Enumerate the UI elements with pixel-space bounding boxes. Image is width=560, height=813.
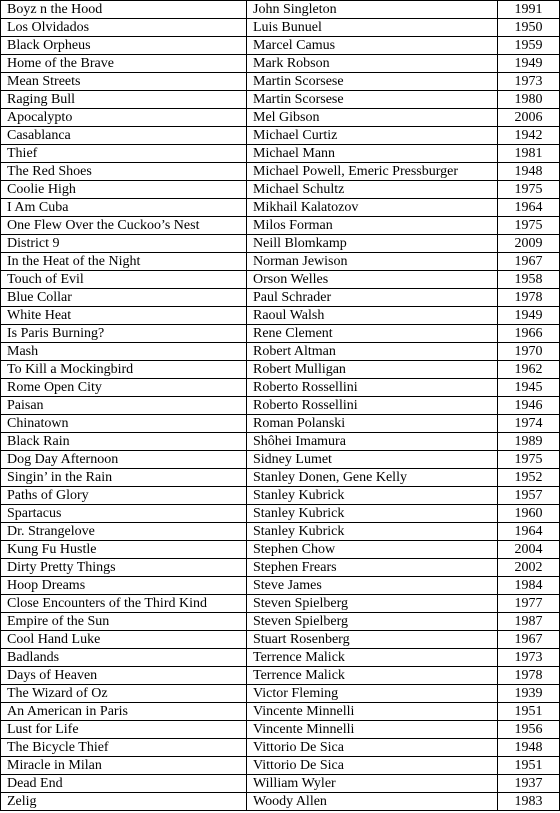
- table-row: [1, 73, 560, 91]
- table-row: [1, 793, 560, 811]
- table-row: [1, 685, 560, 703]
- film-title-cell: Touch of Evil: [1, 271, 247, 289]
- director-cell: Steven Spielberg: [247, 595, 498, 613]
- film-title-cell: Lust for Life: [1, 721, 247, 739]
- table-row: [1, 739, 560, 757]
- film-title-cell: Is Paris Burning?: [1, 325, 247, 343]
- table-row: [1, 595, 560, 613]
- director-cell: Martin Scorsese: [247, 91, 498, 109]
- film-title-cell: Mash: [1, 343, 247, 361]
- year-cell: 1991: [498, 1, 560, 19]
- film-title-cell: I Am Cuba: [1, 199, 247, 217]
- director-cell: William Wyler: [247, 775, 498, 793]
- table-row: [1, 487, 560, 505]
- year-cell: 2002: [498, 559, 560, 577]
- director-cell: Michael Curtiz: [247, 127, 498, 145]
- director-cell: Michael Schultz: [247, 181, 498, 199]
- year-cell: 1981: [498, 145, 560, 163]
- film-title-cell: Casablanca: [1, 127, 247, 145]
- film-title-cell: The Wizard of Oz: [1, 685, 247, 703]
- film-title-cell: Mean Streets: [1, 73, 247, 91]
- director-cell: Vittorio De Sica: [247, 739, 498, 757]
- director-cell: Roberto Rossellini: [247, 397, 498, 415]
- year-cell: 1980: [498, 91, 560, 109]
- film-title-cell: Dead End: [1, 775, 247, 793]
- film-title-cell: Badlands: [1, 649, 247, 667]
- director-cell: Steve James: [247, 577, 498, 595]
- year-cell: 1949: [498, 55, 560, 73]
- year-cell: 1967: [498, 631, 560, 649]
- film-title-cell: Miracle in Milan: [1, 757, 247, 775]
- year-cell: 2006: [498, 109, 560, 127]
- director-cell: Roman Polanski: [247, 415, 498, 433]
- table-row: [1, 631, 560, 649]
- film-title-cell: Close Encounters of the Third Kind: [1, 595, 247, 613]
- year-cell: 1939: [498, 685, 560, 703]
- film-title-cell: Hoop Dreams: [1, 577, 247, 595]
- table-row: [1, 199, 560, 217]
- table-row: [1, 1, 560, 19]
- director-cell: Milos Forman: [247, 217, 498, 235]
- table-row: [1, 145, 560, 163]
- year-cell: 1942: [498, 127, 560, 145]
- year-cell: 1957: [498, 487, 560, 505]
- table-row: [1, 91, 560, 109]
- film-title-cell: The Bicycle Thief: [1, 739, 247, 757]
- director-cell: Mikhail Kalatozov: [247, 199, 498, 217]
- film-title-cell: In the Heat of the Night: [1, 253, 247, 271]
- film-title-cell: Boyz n the Hood: [1, 1, 247, 19]
- director-cell: Vittorio De Sica: [247, 757, 498, 775]
- table-row: [1, 289, 560, 307]
- table-row: [1, 703, 560, 721]
- film-title-cell: An American in Paris: [1, 703, 247, 721]
- year-cell: 1975: [498, 181, 560, 199]
- year-cell: 1951: [498, 757, 560, 775]
- director-cell: Stephen Frears: [247, 559, 498, 577]
- year-cell: 1973: [498, 649, 560, 667]
- year-cell: 1978: [498, 289, 560, 307]
- year-cell: 1984: [498, 577, 560, 595]
- year-cell: 2004: [498, 541, 560, 559]
- table-row: [1, 307, 560, 325]
- director-cell: Steven Spielberg: [247, 613, 498, 631]
- table-row: [1, 271, 560, 289]
- film-title-cell: Spartacus: [1, 505, 247, 523]
- table-row: [1, 37, 560, 55]
- table-row: [1, 55, 560, 73]
- film-title-cell: Kung Fu Hustle: [1, 541, 247, 559]
- table-row: [1, 379, 560, 397]
- table-row: [1, 343, 560, 361]
- director-cell: Woody Allen: [247, 793, 498, 811]
- film-title-cell: To Kill a Mockingbird: [1, 361, 247, 379]
- table-row: [1, 523, 560, 541]
- year-cell: 1948: [498, 739, 560, 757]
- table-row: [1, 415, 560, 433]
- director-cell: Roberto Rossellini: [247, 379, 498, 397]
- film-title-cell: Coolie High: [1, 181, 247, 199]
- director-cell: Luis Bunuel: [247, 19, 498, 37]
- film-title-cell: Raging Bull: [1, 91, 247, 109]
- table-row: [1, 559, 560, 577]
- films-table-body: [1, 1, 560, 811]
- year-cell: 1989: [498, 433, 560, 451]
- director-cell: Victor Fleming: [247, 685, 498, 703]
- director-cell: Orson Welles: [247, 271, 498, 289]
- director-cell: Neill Blomkamp: [247, 235, 498, 253]
- table-row: [1, 433, 560, 451]
- director-cell: Shôhei Imamura: [247, 433, 498, 451]
- table-row: [1, 325, 560, 343]
- film-title-cell: District 9: [1, 235, 247, 253]
- film-title-cell: Los Olvidados: [1, 19, 247, 37]
- film-title-cell: Zelig: [1, 793, 247, 811]
- film-title-cell: Blue Collar: [1, 289, 247, 307]
- film-title-cell: The Red Shoes: [1, 163, 247, 181]
- director-cell: Paul Schrader: [247, 289, 498, 307]
- table-row: [1, 163, 560, 181]
- director-cell: Terrence Malick: [247, 667, 498, 685]
- table-row: [1, 541, 560, 559]
- director-cell: Sidney Lumet: [247, 451, 498, 469]
- director-cell: Raoul Walsh: [247, 307, 498, 325]
- director-cell: Stanley Donen, Gene Kelly: [247, 469, 498, 487]
- year-cell: 1964: [498, 199, 560, 217]
- film-title-cell: Cool Hand Luke: [1, 631, 247, 649]
- film-title-cell: Singin’ in the Rain: [1, 469, 247, 487]
- director-cell: Stephen Chow: [247, 541, 498, 559]
- table-row: [1, 127, 560, 145]
- film-title-cell: Empire of the Sun: [1, 613, 247, 631]
- director-cell: Vincente Minnelli: [247, 721, 498, 739]
- table-row: [1, 19, 560, 37]
- year-cell: 1962: [498, 361, 560, 379]
- director-cell: John Singleton: [247, 1, 498, 19]
- table-row: [1, 397, 560, 415]
- year-cell: 1983: [498, 793, 560, 811]
- director-cell: Robert Altman: [247, 343, 498, 361]
- year-cell: 1956: [498, 721, 560, 739]
- year-cell: 1948: [498, 163, 560, 181]
- year-cell: 2009: [498, 235, 560, 253]
- director-cell: Rene Clement: [247, 325, 498, 343]
- film-title-cell: Dirty Pretty Things: [1, 559, 247, 577]
- table-row: [1, 235, 560, 253]
- table-row: [1, 577, 560, 595]
- table-row: [1, 361, 560, 379]
- director-cell: Mark Robson: [247, 55, 498, 73]
- film-title-cell: Days of Heaven: [1, 667, 247, 685]
- table-row: [1, 253, 560, 271]
- year-cell: 1946: [498, 397, 560, 415]
- film-title-cell: White Heat: [1, 307, 247, 325]
- year-cell: 1960: [498, 505, 560, 523]
- year-cell: 1945: [498, 379, 560, 397]
- year-cell: 1952: [498, 469, 560, 487]
- film-title-cell: Black Orpheus: [1, 37, 247, 55]
- year-cell: 1937: [498, 775, 560, 793]
- table-row: [1, 469, 560, 487]
- director-cell: Robert Mulligan: [247, 361, 498, 379]
- director-cell: Terrence Malick: [247, 649, 498, 667]
- director-cell: Marcel Camus: [247, 37, 498, 55]
- year-cell: 1987: [498, 613, 560, 631]
- director-cell: Stuart Rosenberg: [247, 631, 498, 649]
- year-cell: 1958: [498, 271, 560, 289]
- film-title-cell: Paisan: [1, 397, 247, 415]
- director-cell: Stanley Kubrick: [247, 523, 498, 541]
- year-cell: 1966: [498, 325, 560, 343]
- year-cell: 1977: [498, 595, 560, 613]
- table-row: [1, 667, 560, 685]
- film-title-cell: Thief: [1, 145, 247, 163]
- film-title-cell: Chinatown: [1, 415, 247, 433]
- film-title-cell: One Flew Over the Cuckoo’s Nest: [1, 217, 247, 235]
- table-row: [1, 721, 560, 739]
- year-cell: 1950: [498, 19, 560, 37]
- director-cell: Michael Powell, Emeric Pressburger: [247, 163, 498, 181]
- director-cell: Mel Gibson: [247, 109, 498, 127]
- table-row: [1, 181, 560, 199]
- year-cell: 1978: [498, 667, 560, 685]
- film-title-cell: Apocalypto: [1, 109, 247, 127]
- film-title-cell: Paths of Glory: [1, 487, 247, 505]
- year-cell: 1959: [498, 37, 560, 55]
- year-cell: 1949: [498, 307, 560, 325]
- director-cell: Stanley Kubrick: [247, 487, 498, 505]
- year-cell: 1975: [498, 217, 560, 235]
- year-cell: 1970: [498, 343, 560, 361]
- film-title-cell: Home of the Brave: [1, 55, 247, 73]
- year-cell: 1973: [498, 73, 560, 91]
- film-title-cell: Black Rain: [1, 433, 247, 451]
- year-cell: 1974: [498, 415, 560, 433]
- director-cell: Stanley Kubrick: [247, 505, 498, 523]
- year-cell: 1975: [498, 451, 560, 469]
- film-title-cell: Dog Day Afternoon: [1, 451, 247, 469]
- table-row: [1, 775, 560, 793]
- film-title-cell: Rome Open City: [1, 379, 247, 397]
- director-cell: Martin Scorsese: [247, 73, 498, 91]
- table-row: [1, 109, 560, 127]
- table-row: [1, 613, 560, 631]
- director-cell: Norman Jewison: [247, 253, 498, 271]
- film-title-cell: Dr. Strangelove: [1, 523, 247, 541]
- director-cell: Michael Mann: [247, 145, 498, 163]
- director-cell: Vincente Minnelli: [247, 703, 498, 721]
- year-cell: 1967: [498, 253, 560, 271]
- year-cell: 1951: [498, 703, 560, 721]
- table-row: [1, 757, 560, 775]
- table-row: [1, 217, 560, 235]
- year-cell: 1964: [498, 523, 560, 541]
- table-row: [1, 451, 560, 469]
- table-row: [1, 649, 560, 667]
- table-row: [1, 505, 560, 523]
